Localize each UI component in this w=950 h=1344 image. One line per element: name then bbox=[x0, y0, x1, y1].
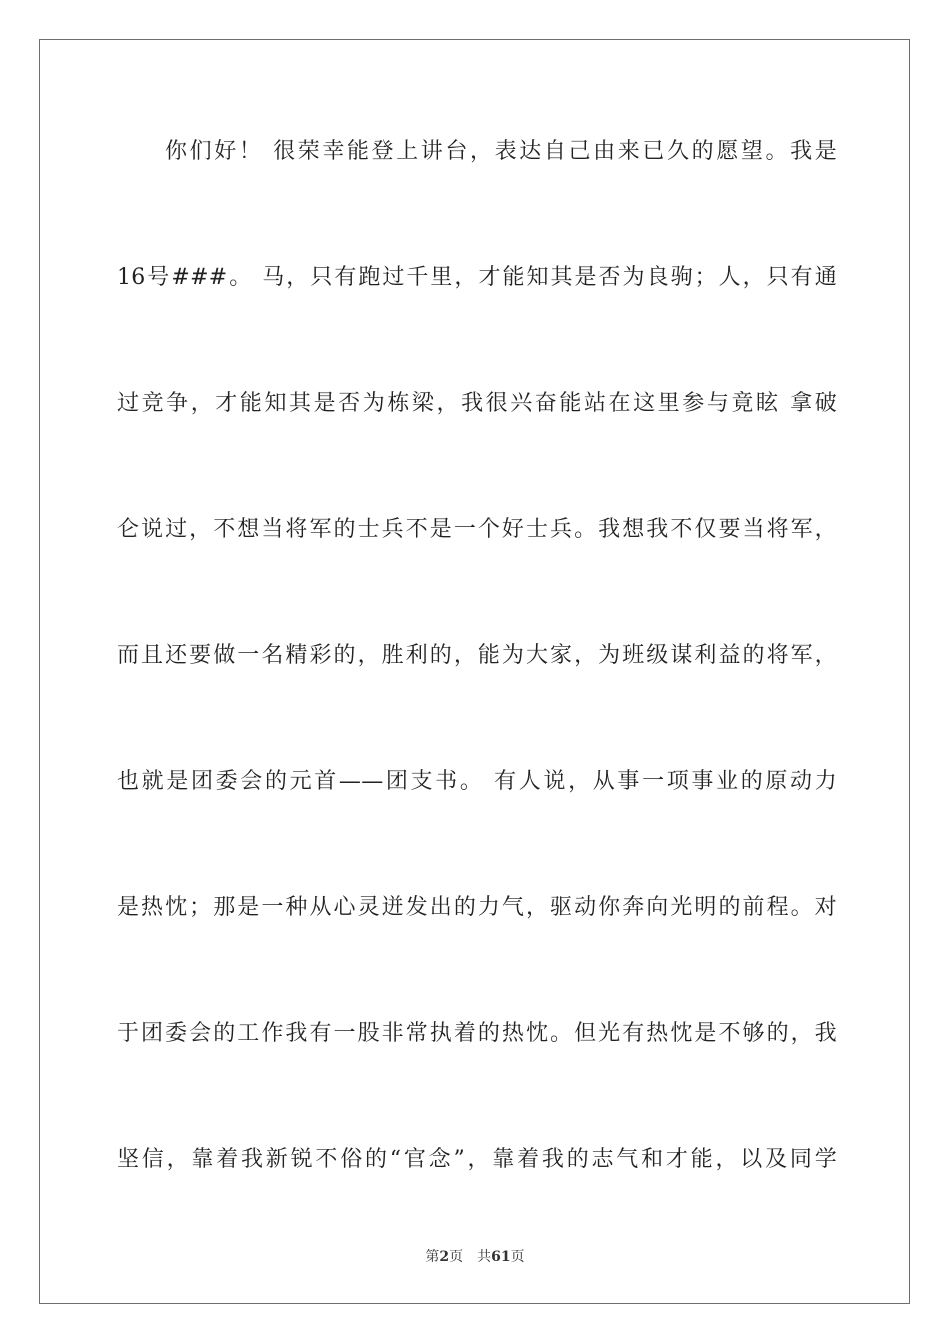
text-line: 坚信，靠着我新锐不俗的“官念”，靠着我的志气和才能，以及同学 bbox=[117, 1147, 837, 1172]
total-suffix: 页 bbox=[510, 1249, 525, 1265]
text-line: 过竞争，才能知其是否为栋梁，我很兴奋能站在这里参与竟眩 拿破 bbox=[117, 391, 837, 416]
page-footer bbox=[0, 1246, 950, 1266]
body-text bbox=[117, 122, 837, 1256]
text-line: 也就是团委会的元首——团支书。 有人说，从事一项事业的原动力 bbox=[117, 769, 837, 794]
page-prefix: 第 bbox=[425, 1249, 440, 1265]
text-line: 而且还要做一名精彩的，胜利的，能为大家，为班级谋利益的将军， bbox=[117, 643, 837, 668]
text-line: 16号###。 马，只有跑过千里，才能知其是否为良驹；人，只有通 bbox=[117, 265, 837, 290]
text-line: 于团委会的工作我有一股非常执着的热忱。但光有热忱是不够的，我 bbox=[117, 1021, 837, 1046]
text-line: 你们好！ 很荣幸能登上讲台，表达自己由来已久的愿望。我是 bbox=[165, 139, 837, 164]
text-line: 仑说过，不想当将军的士兵不是一个好士兵。我想我不仅要当将军， bbox=[117, 517, 837, 542]
page-number: 2 bbox=[439, 1249, 450, 1265]
total-prefix: 共 bbox=[477, 1249, 492, 1265]
text-line: 是热忱；那是一种从心灵迸发出的力气，驱动你奔向光明的前程。对 bbox=[117, 895, 837, 920]
page-suffix: 页 bbox=[449, 1249, 464, 1265]
total-pages: 61 bbox=[491, 1249, 511, 1265]
